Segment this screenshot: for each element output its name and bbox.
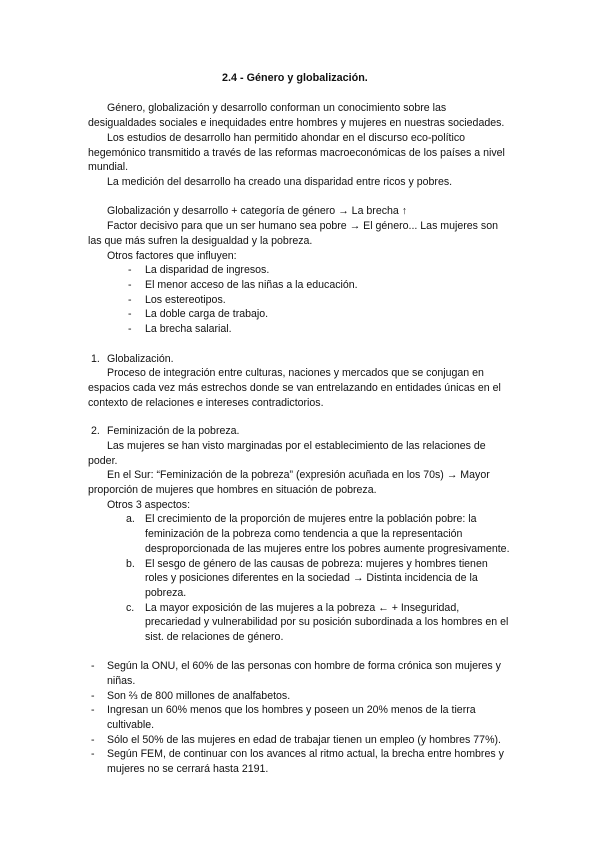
otros-factores-label: Otros factores que influyen:	[107, 250, 237, 262]
stat-bullet: -	[91, 660, 95, 672]
stat-4-line-1: Sólo el 50% de las mujeres en edad de trabajar tienen un empleo (y hombres 77%).	[107, 734, 501, 746]
stat-1-line-2: niñas.	[107, 675, 136, 687]
page-title: 2.4 - Género y globalización.	[222, 72, 368, 84]
factor-bullet: -	[128, 308, 132, 320]
intro-p3: La medición del desarrollo ha creado una disparidad entre ricos y pobres.	[107, 176, 453, 188]
brecha-factor-line-2: las que más sufren la desigualdad y la pobreza.	[88, 235, 313, 247]
brecha-formula: Globalización y desarrollo + categoría de género → La brecha ↑	[107, 205, 408, 217]
factor-item: El menor acceso de las niñas a la educación.	[145, 279, 358, 291]
section-2-p1-line-2: poder.	[88, 455, 118, 467]
stat-bullet: -	[91, 690, 95, 702]
section-1-body-line-3: contexto de relaciones e intereses contradictorios.	[88, 397, 324, 409]
section-2-p2-line-1: En el Sur: “Feminización de la pobreza” (expresión acuñada en los 70s) → Mayor	[107, 469, 490, 481]
intro-p2-line-3: mundial.	[88, 161, 129, 173]
aspect-a-line-3: desproporcionada de las mujeres entre los pobres aumente progresivamente.	[145, 543, 510, 555]
factor-item: Los estereotipos.	[145, 294, 226, 306]
section-1-heading: Globalización.	[107, 353, 174, 365]
aspect-b-line-3: pobreza.	[145, 587, 187, 599]
aspect-b-line-1: El sesgo de género de las causas de pobreza: mujeres y hombres tienen	[145, 558, 488, 570]
aspect-a-line-2: feminización de la pobreza como tendencia a que la representación	[145, 528, 463, 540]
aspect-letter: a.	[126, 513, 135, 525]
factor-bullet: -	[128, 294, 132, 306]
section-2-p1-line-1: Las mujeres se han visto marginadas por el establecimiento de las relaciones de	[107, 440, 486, 452]
stat-3-line-1: Ingresan un 60% menos que los hombres y poseen un 20% menos de la tierra	[107, 704, 476, 716]
factor-bullet: -	[128, 323, 132, 335]
factor-item: La brecha salarial.	[145, 323, 232, 335]
stat-2-line-1: Son ⅔ de 800 millones de analfabetos.	[107, 690, 291, 702]
intro-p1-line-1: Género, globalización y desarrollo conforman un conocimiento sobre las	[107, 102, 447, 114]
aspect-c-line-2: precariedad y vulnerabilidad por su posición subordinada a los hombres en el	[145, 616, 509, 628]
stat-5-line-1: Según FEM, de continuar con los avances al ritmo actual, la brecha entre hombres y	[107, 748, 504, 760]
factor-item: La disparidad de ingresos.	[145, 264, 270, 276]
section-2-heading: Feminización de la pobreza.	[107, 425, 240, 437]
otros-aspectos-label: Otros 3 aspectos:	[107, 499, 191, 511]
factor-item: La doble carga de trabajo.	[145, 308, 269, 320]
stat-bullet: -	[91, 704, 95, 716]
aspect-b-line-2: roles y posiciones diferentes en la sociedad → Distinta incidencia de la	[145, 572, 478, 584]
section-1-body-line-2: espacios cada vez más estrechos donde se van entrelazando en entidades únicas en el	[88, 382, 501, 394]
section-1-body-line-1: Proceso de integración entre culturas, naciones y mercados que se conjugan en	[107, 367, 484, 379]
brecha-factor-line-1: Factor decisivo para que un ser humano sea pobre → El género... Las mujeres son	[107, 220, 499, 232]
stat-bullet: -	[91, 734, 95, 746]
aspect-a-line-1: El crecimiento de la proporción de mujeres entre la población pobre: la	[145, 513, 477, 525]
section-2-number: 2.	[91, 425, 100, 437]
factor-bullet: -	[128, 264, 132, 276]
aspect-c-line-1: La mayor exposición de las mujeres a la pobreza ← + Inseguridad,	[145, 602, 460, 614]
stat-bullet: -	[91, 748, 95, 760]
aspect-c-line-3: sist. de relaciones de género.	[145, 631, 284, 643]
stat-3-line-2: cultivable.	[107, 719, 155, 731]
stat-5-line-2: mujeres no se cerrará hasta 2191.	[107, 763, 269, 775]
aspect-letter: b.	[126, 558, 135, 570]
section-2-p2-line-2: proporción de mujeres que hombres en situación de pobreza.	[88, 484, 377, 496]
aspect-letter: c.	[126, 602, 135, 614]
intro-p1-line-2: desigualdades sociales e inequidades entre hombres y mujeres en nuestras sociedades.	[88, 117, 505, 129]
stat-1-line-1: Según la ONU, el 60% de las personas con hombre de forma crónica son mujeres y	[107, 660, 501, 672]
section-1-number: 1.	[91, 353, 100, 365]
intro-p2-line-2: hegemónico transmitido a través de las reformas macroeconómicas de los países a nivel	[88, 147, 505, 159]
factor-bullet: -	[128, 279, 132, 291]
intro-p2-line-1: Los estudios de desarrollo han permitido ahondar en el discurso eco-político	[107, 132, 466, 144]
